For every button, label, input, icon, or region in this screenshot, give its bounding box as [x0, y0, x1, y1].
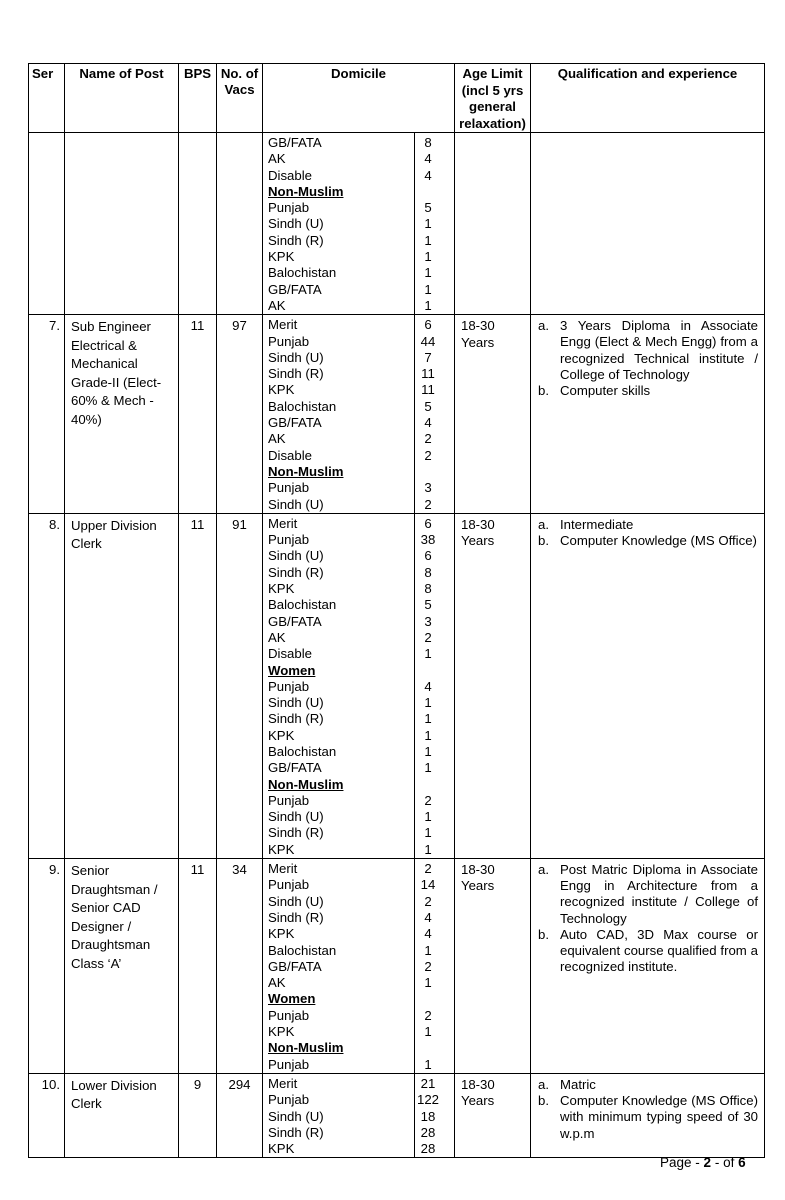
footer-total-pages: 6 — [738, 1155, 746, 1170]
qualification-text: Matric — [560, 1076, 596, 1092]
domicile-count: 2 — [424, 431, 432, 447]
domicile-cell — [263, 859, 415, 1074]
domicile-label: Balochistan — [268, 265, 337, 281]
domicile-count: 5 — [424, 398, 432, 414]
domicile-count: 2 — [424, 496, 432, 512]
domicile-count: 4 — [424, 415, 432, 431]
qualification-item — [535, 862, 758, 927]
serial-cell: 8. — [29, 513, 65, 858]
domicile-count: 1 — [424, 711, 432, 727]
post-name-cell: Lower Division Clerk — [65, 1073, 179, 1157]
domicile-count: 11 — [421, 382, 435, 398]
table-row — [29, 513, 765, 858]
domicile-count: 1 — [424, 825, 432, 841]
qualification-label: a. — [538, 862, 549, 878]
qualification-text: 3 Years Diploma in Associate Engg (Elect & Mech Engg) from a recognized Technical institute / College of Technology — [560, 318, 758, 382]
domicile-label: Disable — [268, 447, 312, 463]
header-vacancies: No. of Vacs — [217, 64, 263, 133]
qualification-cell — [531, 513, 765, 858]
domicile-label: GB/FATA — [268, 613, 322, 629]
qualification-label: a. — [538, 516, 549, 532]
domicile-label: AK — [268, 431, 286, 447]
footer-page-number: 2 — [703, 1155, 712, 1170]
domicile-category-heading: Women — [268, 662, 316, 678]
domicile-count: 7 — [424, 349, 432, 365]
vacancies-cell: 91 — [217, 513, 263, 858]
domicile-label: Sindh (U) — [268, 695, 324, 711]
domicile-label: Sindh (R) — [268, 711, 324, 727]
domicile-count-cell — [415, 513, 455, 858]
domicile-count: 6 — [424, 317, 432, 333]
domicile-label: Balochistan — [268, 743, 337, 759]
bps-cell: 11 — [179, 859, 217, 1074]
qualification-cell — [531, 133, 765, 315]
domicile-count — [415, 464, 441, 480]
qualification-item — [535, 318, 758, 383]
age-limit-cell: 18-30 Years — [455, 859, 531, 1074]
qualification-label: b. — [538, 926, 549, 942]
domicile-count: 8 — [424, 581, 432, 597]
domicile-count: 8 — [424, 135, 432, 150]
domicile-label: Merit — [268, 515, 298, 531]
domicile-label: Punjab — [268, 480, 310, 496]
domicile-label: Balochistan — [268, 942, 337, 958]
domicile-count: 1 — [424, 265, 432, 281]
domicile-label: Merit — [268, 1075, 298, 1091]
qualification-item — [535, 1093, 758, 1142]
domicile-label: Sindh (U) — [268, 548, 324, 564]
age-limit-cell: 18-30 Years — [455, 513, 531, 858]
domicile-count: 2 — [424, 1007, 432, 1023]
domicile-category-heading: Non-Muslim — [268, 183, 344, 199]
domicile-label: KPK — [268, 249, 295, 265]
domicile-count: 14 — [420, 877, 436, 893]
page-footer — [660, 1155, 746, 1170]
header-ser: Ser — [29, 64, 65, 133]
header-qualification: Qualification and experience — [531, 64, 765, 133]
domicile-label: Sindh (U) — [268, 1108, 324, 1124]
domicile-label: Sindh (U) — [268, 496, 324, 512]
domicile-label: GB/FATA — [268, 415, 322, 431]
domicile-count: 18 — [420, 1108, 436, 1124]
domicile-count: 2 — [424, 792, 432, 808]
domicile-count: 1 — [424, 743, 432, 759]
qualification-text: Post Matric Diploma in Associate Engg in Architecture from a recognized institute / College of Technology — [560, 862, 758, 926]
serial-cell: 7. — [29, 315, 65, 514]
post-name-cell: Senior Draughtsman / Senior CAD Designer / Draughtsman Class ‘A’ — [65, 859, 179, 1074]
post-name-cell: Upper Division Clerk — [65, 513, 179, 858]
domicile-count: 1 — [424, 249, 432, 265]
qualification-text: Computer Knowledge (MS Office) with minimum typing speed of 30 w.p.m — [560, 1093, 758, 1141]
qualification-cell — [531, 859, 765, 1074]
qualification-label: a. — [538, 318, 549, 334]
domicile-count: 21 — [420, 1075, 436, 1091]
domicile-label: AK — [268, 151, 286, 167]
domicile-count-cell — [415, 1073, 455, 1157]
domicile-count: 4 — [424, 909, 432, 925]
domicile-count: 2 — [424, 861, 432, 877]
domicile-label: GB/FATA — [268, 760, 322, 776]
domicile-count: 3 — [424, 480, 432, 496]
domicile-label: KPK — [268, 382, 295, 398]
domicile-category-heading: Non-Muslim — [268, 1040, 344, 1056]
domicile-count: 28 — [420, 1124, 436, 1140]
domicile-count: 2 — [424, 893, 432, 909]
domicile-count: 1 — [424, 1056, 432, 1072]
domicile-count: 1 — [424, 942, 432, 958]
bps-cell: 11 — [179, 513, 217, 858]
domicile-label: Punjab — [268, 1056, 310, 1072]
qualification-item — [535, 927, 758, 976]
domicile-label: Sindh (R) — [268, 909, 324, 925]
qualification-text: Computer Knowledge (MS Office) — [560, 533, 757, 549]
vacancies-cell — [217, 133, 263, 315]
domicile-count: 3 — [424, 613, 432, 629]
domicile-cell — [263, 1073, 415, 1157]
domicile-label: Sindh (R) — [268, 1124, 324, 1140]
age-limit-cell: 18-30 Years — [455, 1073, 531, 1157]
domicile-label: Punjab — [268, 532, 310, 548]
qualification-label: b. — [538, 1093, 549, 1109]
qualification-text: Auto CAD, 3D Max course or equivalent course qualified from a recognized institute. — [560, 926, 758, 975]
qualification-label: a. — [538, 1076, 549, 1092]
domicile-count — [415, 184, 441, 200]
vacancy-table — [28, 63, 765, 1158]
domicile-label: Disable — [268, 167, 312, 183]
age-limit-cell: 18-30 Years — [455, 315, 531, 514]
qualification-cell — [531, 1073, 765, 1157]
domicile-label: Punjab — [268, 333, 310, 349]
domicile-category-heading: Non-Muslim — [268, 463, 344, 479]
domicile-count: 2 — [424, 629, 432, 645]
domicile-count: 1 — [424, 760, 432, 776]
domicile-cell — [263, 513, 415, 858]
domicile-cell — [263, 133, 415, 315]
domicile-label: KPK — [268, 841, 295, 857]
bps-cell — [179, 133, 217, 315]
domicile-count: 8 — [424, 564, 432, 580]
domicile-label: Merit — [268, 317, 298, 333]
serial-cell: 10. — [29, 1073, 65, 1157]
table-row — [29, 859, 765, 1074]
domicile-label: Sindh (U) — [268, 349, 324, 365]
domicile-label: GB/FATA — [268, 135, 322, 150]
domicile-count: 1 — [424, 232, 432, 248]
domicile-label: AK — [268, 975, 286, 991]
domicile-count: 1 — [424, 975, 432, 991]
domicile-count-cell — [415, 859, 455, 1074]
domicile-count: 5 — [424, 200, 432, 216]
domicile-count — [415, 777, 441, 793]
domicile-label: AK — [268, 297, 286, 313]
age-limit-cell — [455, 133, 531, 315]
domicile-count: 4 — [424, 678, 432, 694]
qualification-cell — [531, 315, 765, 514]
domicile-label: Balochistan — [268, 398, 337, 414]
qualification-label: b. — [538, 533, 549, 549]
qualification-item — [535, 517, 758, 533]
domicile-count: 1 — [424, 216, 432, 232]
domicile-count-cell — [415, 133, 455, 315]
domicile-label: KPK — [268, 926, 295, 942]
qualification-text: Intermediate — [560, 516, 634, 532]
domicile-label: Merit — [268, 861, 298, 877]
domicile-label: GB/FATA — [268, 281, 322, 297]
qualification-item — [535, 533, 758, 549]
qualification-item — [535, 383, 758, 399]
domicile-count — [415, 663, 441, 679]
domicile-label: Punjab — [268, 678, 310, 694]
domicile-count: 1 — [424, 695, 432, 711]
table-row — [29, 133, 765, 315]
domicile-label: Sindh (U) — [268, 809, 324, 825]
domicile-count: 44 — [420, 333, 436, 349]
domicile-count: 2 — [424, 447, 432, 463]
domicile-label: Punjab — [268, 877, 310, 893]
domicile-count: 1 — [424, 809, 432, 825]
header-bps: BPS — [179, 64, 217, 133]
domicile-count: 1 — [424, 727, 432, 743]
domicile-label: Disable — [268, 646, 312, 662]
domicile-label: Sindh (R) — [268, 564, 324, 580]
qualification-item — [535, 1077, 758, 1093]
domicile-label: KPK — [268, 727, 295, 743]
bps-cell: 11 — [179, 315, 217, 514]
domicile-label: KPK — [268, 581, 295, 597]
domicile-count: 4 — [424, 151, 432, 167]
post-name-cell — [65, 133, 179, 315]
domicile-count: 1 — [424, 646, 432, 662]
domicile-label: KPK — [268, 1024, 295, 1040]
domicile-count: 2 — [424, 958, 432, 974]
domicile-count: 28 — [420, 1141, 436, 1157]
domicile-label: Sindh (R) — [268, 232, 324, 248]
domicile-count: 4 — [424, 926, 432, 942]
qualification-text: Computer skills — [560, 383, 651, 399]
bps-cell: 9 — [179, 1073, 217, 1157]
domicile-count: 1 — [424, 297, 432, 313]
vacancies-cell: 294 — [217, 1073, 263, 1157]
table-row — [29, 1073, 765, 1157]
qualification-label: b. — [538, 383, 549, 399]
serial-cell: 9. — [29, 859, 65, 1074]
domicile-count: 11 — [421, 366, 435, 382]
serial-cell — [29, 133, 65, 315]
domicile-count: 1 — [424, 841, 432, 857]
header-domicile: Domicile — [263, 64, 455, 133]
domicile-count: 122 — [416, 1092, 439, 1108]
domicile-label: GB/FATA — [268, 958, 322, 974]
domicile-count — [415, 991, 441, 1007]
footer-of: - of — [714, 1155, 735, 1170]
domicile-count: 1 — [424, 281, 432, 297]
header-row — [29, 64, 765, 133]
domicile-count-cell — [415, 315, 455, 514]
domicile-count: 1 — [424, 1024, 432, 1040]
domicile-label: AK — [268, 629, 286, 645]
footer-prefix: Page - — [660, 1155, 700, 1170]
domicile-cell — [263, 315, 415, 514]
header-age-limit: Age Limit (incl 5 yrs general relaxation) — [455, 64, 531, 133]
domicile-label: KPK — [268, 1141, 295, 1157]
domicile-label: Sindh (U) — [268, 893, 324, 909]
domicile-category-heading: Non-Muslim — [268, 776, 344, 792]
domicile-label: Punjab — [268, 1007, 310, 1023]
domicile-label: Balochistan — [268, 597, 337, 613]
domicile-count: 38 — [420, 532, 436, 548]
domicile-count — [415, 1040, 441, 1056]
domicile-label: Sindh (U) — [268, 216, 324, 232]
header-name-of-post: Name of Post — [65, 64, 179, 133]
domicile-count: 6 — [424, 548, 432, 564]
domicile-count: 4 — [424, 167, 432, 183]
domicile-label: Sindh (R) — [268, 366, 324, 382]
post-name-cell: Sub Engineer Electrical & Mechanical Grade-II (Elect-60% & Mech - 40%) — [65, 315, 179, 514]
domicile-label: Punjab — [268, 200, 310, 216]
domicile-category-heading: Women — [268, 991, 316, 1007]
domicile-label: Punjab — [268, 792, 310, 808]
table-row — [29, 315, 765, 514]
domicile-label: Sindh (R) — [268, 825, 324, 841]
domicile-count: 5 — [424, 597, 432, 613]
domicile-count: 6 — [424, 515, 432, 531]
domicile-label: Punjab — [268, 1092, 310, 1108]
vacancies-cell: 97 — [217, 315, 263, 514]
vacancies-cell: 34 — [217, 859, 263, 1074]
